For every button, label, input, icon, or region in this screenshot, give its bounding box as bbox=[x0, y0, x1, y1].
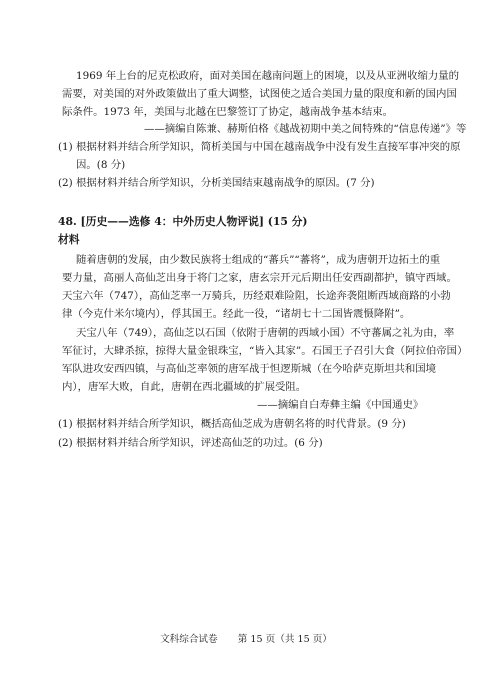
q48-sub-question-1: (1) 根据材料并结合所学知识，概括高仙芝成为唐朝名将的时代背景。(9 分) bbox=[58, 418, 406, 430]
q48-p2-line-3: 军队进攻安西四镇，与高仙芝率领的唐军战于怛逻斯城（在今哈萨克斯坦共和国境 bbox=[62, 363, 437, 375]
q47-paragraph-line-1: 1969 年上台的尼克松政府，面对美国在越南问题上的困境，以及从亚洲收缩力量的 bbox=[76, 70, 460, 82]
footer-page-number: 第 15 页（共 15 页） bbox=[237, 634, 332, 645]
q48-p2-line-1: 天宝八年（749），高仙芝以石国（依附于唐朝的西域小国）不守蕃属之礼为由，率 bbox=[76, 327, 455, 339]
q47-paragraph-line-3: 际条件。1973 年，美国与北越在巴黎签订了协定，越南战争基本结束。 bbox=[62, 106, 394, 118]
q48-p2-line-2: 军征讨，大肆杀掠，掠得大量金银珠宝，“皆入其家”。石国王子召引大食（阿拉伯帝国） bbox=[62, 345, 468, 357]
q48-material-label: 材料 bbox=[58, 233, 80, 246]
q48-p1-line-3: 天宝六年（747），高仙芝率一万骑兵，历经艰难险阻，长途奔袭阻断西域商路的小勃 bbox=[62, 290, 451, 302]
q48-p2-line-4: 内），唐军大败，自此，唐朝在西北疆域的扩展受阻。 bbox=[62, 381, 307, 393]
page-footer bbox=[0, 631, 492, 645]
q47-paragraph-line-2: 需要，对美国的对外政策做出了重大调整，试图使之适合美国力量的限度和新的国内国 bbox=[62, 88, 457, 100]
q47-sub-question-1: (1) 根据材料并结合所学知识，简析美国与中国在越南战争中没有发生直接军事冲突的原 bbox=[58, 141, 461, 153]
footer-exam-name: 文科综合试卷 bbox=[160, 634, 218, 645]
q48-p1-line-4: 律（今克什米尔境内），俘其国王。经此一役，“诸胡七十二国皆震慑降附”。 bbox=[62, 308, 411, 320]
q48-source-citation: ——摘编自白寿彝主编《中国通史》 bbox=[257, 399, 424, 411]
q48-sub-question-2: (2) 根据材料并结合所学知识，评述高仙芝的功过。(6 分) bbox=[58, 437, 323, 449]
q48-p1-line-1: 随着唐朝的发展，由少数民族将士组成的“蕃兵”“蕃将”，成为唐朝开边拓土的重 bbox=[76, 254, 441, 266]
q48-header: 48. [历史——选修 4：中外历史人物评说] (15 分) bbox=[58, 215, 308, 228]
q47-source-citation: ——摘编自陈兼、赫斯伯格《越战初期中美之间特殊的“信息传递”》等 bbox=[144, 123, 467, 135]
q47-sub-question-2: (2) 根据材料并结合所学知识，分析美国结束越南战争的原因。(7 分) bbox=[58, 177, 375, 189]
q47-sub-question-1-cont: 因。(8 分) bbox=[76, 159, 126, 171]
q48-p1-line-2: 要力量，高丽人高仙芝出身于将门之家，唐玄宗开元后期出任安西副都护，镇守西域。 bbox=[62, 272, 457, 284]
